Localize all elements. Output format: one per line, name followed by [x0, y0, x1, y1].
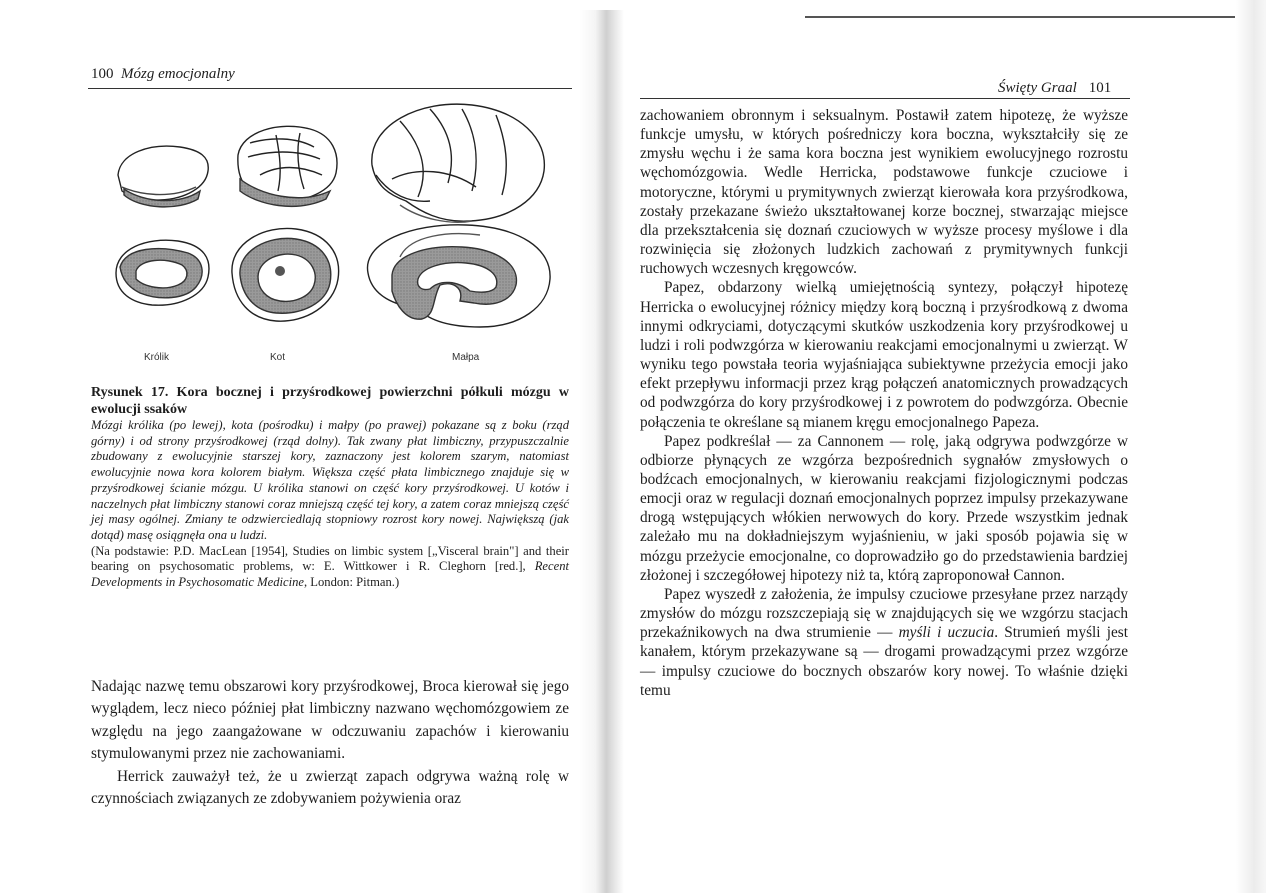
- emphasis-feeling: uczucia: [947, 624, 995, 642]
- rabbit-medial-brain: [116, 240, 209, 305]
- paragraph: Papez, obdarzony wielką umiejętnością syntezy, połączył hipotezę Herricka o ewolucyjnej różnicy między korą boczną i przyśrodkową z dwoma innymi odkryciami, dotyczącymi skutków uszkodzenia kory przyśrodkowej u ludzi i roli podwzgórza w kierowaniu reakcjami emocjonalnymi u zwierząt. W wyniku tego powstała teoria wyjaśniająca subiektywne przeżycia emocji jako efekt przepływu informacji przez krąg połączeń anatomicznych prowadzących od podwzgórza do kory przyśrodkowej i z powrotem do podwzgórza. Obecnie połączenia te określane są mianem kręgu emocjonalnego Papeza.: [640, 279, 1128, 431]
- caption-source: [91, 544, 569, 591]
- right-header-rule: [640, 98, 1130, 99]
- right-running-header: [998, 80, 1111, 97]
- right-page-number: 101: [1088, 80, 1112, 96]
- caption-title: Rysunek 17. Kora bocznej i przyśrodkowej powierzchni półkuli mózgu w ewolucji ssaków: [91, 385, 569, 417]
- scan-edge-line: [805, 16, 1235, 18]
- paragraph: Papez podkreślał — za Cannonem — rolę, jaką odgrywa podwzgórze w odbiorze płynących ze wzgórza bezpośrednich sygnałów zmysłowych o bodźcach emocjonalnych, w kierowaniu reakcjami fizjologicznymi podczas emocji oraz w regulacji doznań emocjonalnych poprzez impulsy przekazywane drogą wstępujących włókien nerwowych do kory. Przede wszystkim jednak zależało mu na dokładniejszym wyjaśnieniu, w jaki sposób pojawia się w mózgu przeżycie emocjonalne, co doprowadziło go do przedstawienia bardziej złożonej i szczegółowej hipotezy niż ta, którą zaproponował Cannon.: [640, 432, 1128, 584]
- emphasis-and: i: [930, 624, 948, 642]
- right-body-text: [640, 106, 1128, 700]
- paragraph: Herrick zauważył też, że u zwierząt zapach odgrywa ważną rolę w czynnościach związanych ze zdobywaniem pożywienia oraz: [91, 767, 569, 808]
- brain-drawings: [100, 95, 570, 375]
- figure-brain-evolution: [100, 95, 570, 375]
- cat-medial-brain: [232, 228, 339, 321]
- figure-label-cat: Kot: [270, 352, 286, 363]
- figure-label-rabbit: Królik: [144, 352, 170, 363]
- paragraph-part: Papez wyszedł z założenia, że impulsy czuciowe przesyłane przez narządy zmysłów do mózgu rozszczepiają się w znajdujących się we wzgórzu stacjach przekaźnikowych na dwa strumienie —: [640, 585, 1128, 642]
- caption-source-title: Recent Developments in Psychosomatic Medicine: [91, 559, 569, 590]
- left-running-title: Mózg emocjonalny: [121, 66, 235, 82]
- left-body-text: [91, 676, 569, 810]
- monkey-medial-brain: [367, 225, 550, 327]
- monkey-lateral-brain: [372, 104, 545, 222]
- page-edge-shadow: [1236, 0, 1266, 893]
- cat-lateral-brain: [238, 126, 337, 206]
- left-running-header: [91, 66, 235, 83]
- right-running-title: Święty Graal: [998, 80, 1077, 96]
- rabbit-lateral-brain: [118, 146, 208, 207]
- left-page-number: 100: [91, 66, 114, 82]
- caption-source-prefix: (Na podstawie: P.D. MacLean [1954], Studies on limbic system [„Visceral brain"] and their bearing on psychosomatic problems, w: E. Wittkower i R. Cleghorn [red.],: [91, 543, 569, 574]
- paragraph: [640, 585, 1128, 700]
- paragraph: zachowaniem obronnym i seksualnym. Postawił zatem hipotezę, że wyższe funkcje umysłu, w których pośredniczy kora boczna, wykształciły się ze zmysłu węchu i że sama kora boczna jest wynikiem ewolucyjnego rozrostu węchomózgowia. Wedle Herricka, podstawowe funkcje czuciowe i motoryczne, którymi u prymitywnych zwierząt kierowała kora przyśrodkowa, zostały przekazane świeżo ukształtowanej korze bocznej, stwarzając miejsce dla przekształcenia się doznań czuciowych w wyższe procesy myślowe i dla rozwinięcia się złożonych ludzkich zachowań z prymitywnych funkcji ruchowych wczesnych kręgowców.: [640, 107, 1128, 278]
- figure-label-monkey: Małpa: [452, 352, 480, 363]
- caption-body: Mózgi królika (po lewej), kota (pośrodku) i małpy (po prawej) pokazane są z boku (rząd górny) i od strony przyśrodkowej (rząd dolny). Tak zwany płat limbiczny, przypuszczalnie zbudowany z ewolucyjnie starszej kory, zaznaczony jest kolorem szarym, natomiast ewolucyjnie nowa kora kolorem białym. Większa część płata limbicznego znajduje się w przyśrodkowej ścianie mózgu. U królika stanowi on część kory przyśrodkowej. U kotów i naczelnych płat limbiczny stanowi coraz mniejszą część tej kory, a zatem coraz mniejszą część jej masy ogólnej. Zmiany te odzwierciedlają stopniowy rozrost kory nowej. Największą (jak dotąd) masę osiągnęła ona u ludzi.: [91, 418, 569, 542]
- book-gutter-shadow: [580, 10, 624, 893]
- paragraph: Nadając nazwę temu obszarowi kory przyśrodkowej, Broca kierował się jego wyglądem, lecz nieco później płat limbiczny nazwano węchomózgowiem ze względu na jego zaangażowane w odczuwaniu zapachów i kierowaniu stymulowanymi przez nie zachowaniami.: [91, 678, 569, 763]
- emphasis-thought: myśli: [898, 624, 931, 642]
- caption-source-suffix: , London: Pitman.): [303, 575, 400, 590]
- paragraph-part: . Strumień myśli jest kanałem, którym przekazywane są — drogami prowadzącymi przez wzgórze — impulsy czuciowe do bocznych obszarów kory nowej. To właśnie dzięki temu: [640, 624, 1128, 699]
- figure-caption: [91, 384, 569, 591]
- left-header-rule: [88, 88, 572, 89]
